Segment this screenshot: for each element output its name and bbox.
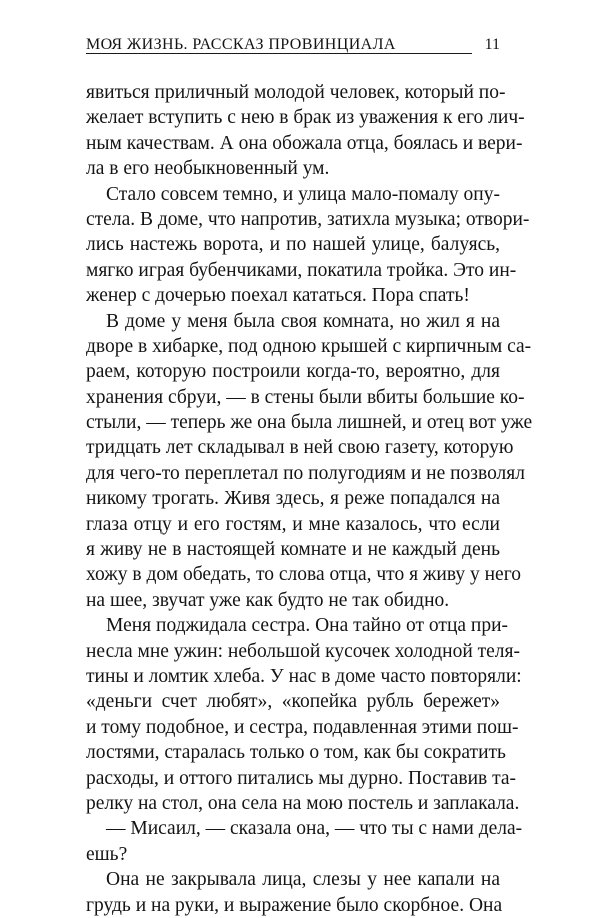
running-head [86, 34, 500, 56]
text-line: глаза отцу и его гостям, и мне казалось, что если [86, 513, 500, 535]
text-line: раем, которую построили когда-то, вероятно, для [86, 361, 500, 383]
header-rule [86, 53, 472, 54]
text-line: на шее, звучат уже как будто не так обидно. [86, 589, 450, 611]
text-line: и тому подобное, и сестра, подавленная этими пош- [86, 716, 519, 738]
text-line: стыли, — теперь же она была лишней, и отец вот уже [86, 412, 533, 434]
text-line: никому трогать. Живя здесь, я реже попадался на [86, 488, 500, 510]
text-line: релку на стол, она села на мою постель и заплакала. [86, 792, 520, 814]
body-text [86, 80, 533, 918]
text-line: ешь? [86, 843, 128, 865]
text-line: явиться приличный молодой человек, который по- [86, 82, 506, 103]
text-line: желает вступить с нею в брак из уважения к его лич- [86, 107, 525, 129]
text-line: для чего-то переплетал по полугодиям и не позволял [86, 462, 525, 484]
text-line: мягко играя бубенчиками, покатила тройка. Это ин- [86, 259, 517, 281]
text-line: расходы, и оттого питались мы дурно. Поставив та- [86, 767, 516, 789]
page-number: 11 [484, 36, 500, 53]
text-line: я живу не в настоящей комнате и не каждый день [86, 539, 500, 561]
running-title: МОЯ ЖИЗНЬ. РАССКАЗ ПРОВИНЦИАЛА [86, 36, 396, 53]
text-line: В доме у меня была своя комната, но жил я на [106, 310, 500, 332]
text-line: тины и ломтик хлеба. У нас в доме часто повторяли: [86, 665, 522, 687]
text-line: женер с дочерью поехал кататься. Пора спать! [86, 285, 470, 307]
text-line: дворе в хибарке, под одною крышей с кирпичным са- [86, 335, 532, 357]
text-line: Меня поджидала сестра. Она тайно от отца при- [106, 615, 509, 637]
text-line: грудь и на руки, и выражение было скорбное. Она [86, 894, 503, 916]
text-line: Стало совсем темно, и улица мало-помалу опу- [106, 183, 500, 205]
text-line: несла мне ужин: небольшой кусочек холодной теля- [86, 640, 520, 662]
text-line: тридцать лет складывал в ней свою газету, которую [86, 437, 514, 459]
text-line: Она не закрывала лица, слезы у нее капали на [106, 869, 500, 891]
text-line: ла в его необыкновенный ум. [86, 158, 330, 180]
text-line: лись настежь ворота, и по нашей улице, балуясь, [86, 234, 500, 256]
text-line: стела. В доме, что напротив, затихла музыка; отвори- [86, 208, 530, 230]
text-line: — Мисаил, — сказала она, — что ты с нами дела- [106, 818, 523, 840]
text-line: ным качествам. А она обожала отца, боялась и вери- [86, 132, 523, 154]
text-line: хожу в дом обедать, то слова отца, что я живу у него [86, 564, 521, 586]
text-line: хранения сбруи, — в стены были вбиты большие ко- [86, 386, 525, 408]
text-line: «деньги счет любят», «копейка рубль бережет» [86, 691, 500, 713]
text-line: лостями, старалась только о том, как бы сократить [86, 742, 506, 764]
